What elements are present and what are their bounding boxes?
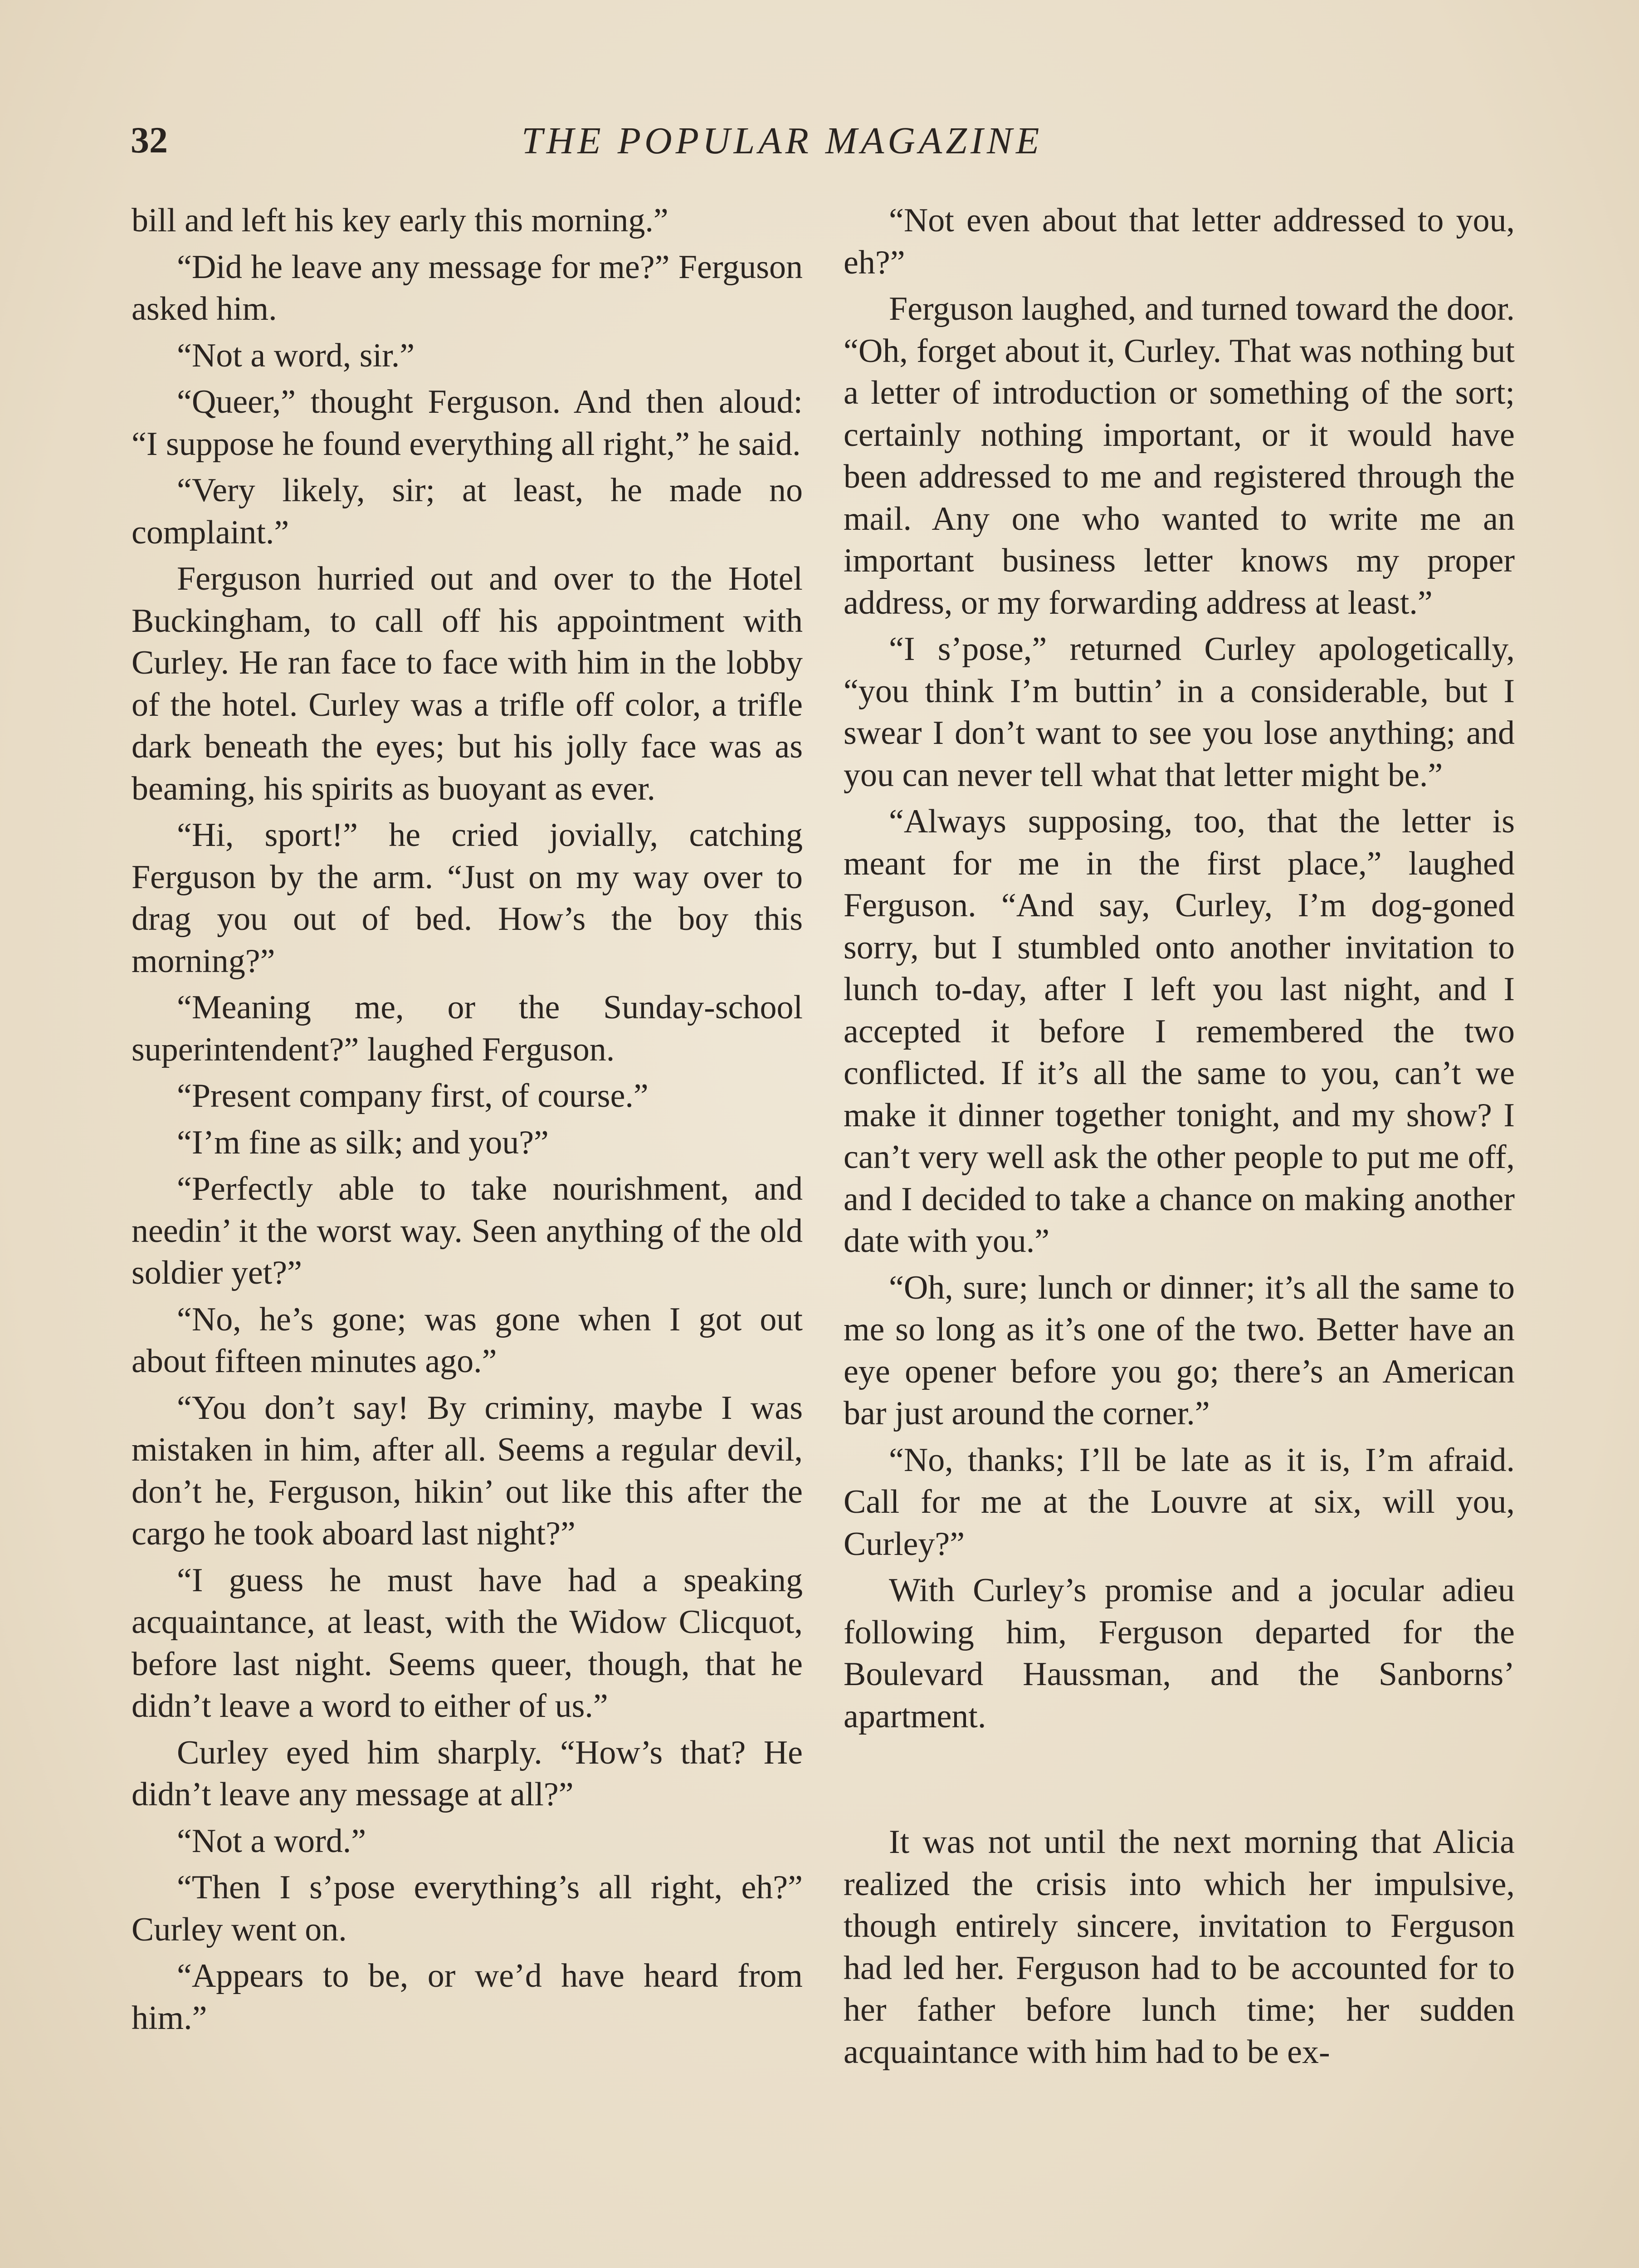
paragraph: It was not until the next morning that Alicia realized the crisis into which her impulsive, though entirely sincere, invitation to Ferguson had led her. Ferguson had to be accounted for to her father before lunch time; her sudden acquaintance with him had to be ex- [844,1823,1515,2071]
paragraph: “Queer,” thought Ferguson. And then aloud: “I suppose he found everything all right,” he said. [132,383,803,463]
page-header [0,119,1639,169]
paragraph: “No, he’s gone; was gone when I got out about fifteen minutes ago.” [132,1300,803,1380]
right-column [844,200,1515,2073]
paragraph: Ferguson hurried out and over to the Hotel Buckingham, to call off his appointment with Curley. He ran face to face with him in the lobby of the hotel. Curley was a trifle off color, a trifle dark beneath the eyes; but his jolly face was as beaming, his spirits as buoyant as ever. [132,560,803,807]
paragraph: Ferguson laughed, and turned toward the door. “Oh, forget about it, Curley. That was nothing but a letter of introduction or something of the sort; certainly nothing important, or it would have been addressed to me and registered through the mail. Any one who wanted to write me an important business letter knows my proper address, or my forwarding address at least.” [844,290,1515,621]
paragraph: “Always supposing, too, that the letter is meant for me in the first place,” laughed Ferguson. “And say, Curley, I’m dog-goned sorry, but I stumbled onto another invitation to lunch to-day, after I left you last night, and I accepted it before I remembered the two conflicted. If it’s all the same to you, can’t we make it dinner together tonight, and my show? I can’t very well ask the other people to put me off, and I decided to take a chance on making another date with you.” [844,803,1515,1260]
paragraph: “No, thanks; I’ll be late as it is, I’m afraid. Call for me at the Louvre at six, will you, Curley?” [844,1441,1515,1563]
page-number: 32 [131,119,168,161]
paragraph: Curley eyed him sharply. “How’s that? He didn’t leave any message at all?” [132,1734,803,1813]
paragraph: “Meaning me, or the Sunday-school superintendent?” laughed Ferguson. [132,989,803,1068]
paragraph: “I s’pose,” returned Curley apologetically, “you think I’m buttin’ in a considerable, but I swear I don’t want to see you lose anything; and you can never tell what that letter might be.” [844,631,1515,794]
magazine-title: THE POPULAR MAGAZINE [522,120,1043,162]
paragraph: “Did he leave any message for me?” Ferguson asked him. [132,248,803,327]
left-column [132,200,803,2039]
paragraph: “Not a word.” [177,1822,366,1860]
paragraph: With Curley’s promise and a jocular adieu following him, Ferguson departed for the Boulevard Haussman, and the Sanborns’ apartment. [844,1572,1515,1735]
paragraph: “I’m fine as silk; and you?” [177,1124,549,1161]
paragraph: “Appears to be, or we’d have heard from him.” [132,1957,803,2037]
paragraph: “Oh, sure; lunch or dinner; it’s all the same to me so long as it’s one of the two. Better have an eye opener before you go; there’s an American bar just around the corner.” [844,1269,1515,1432]
section-break [844,1737,1515,1821]
paragraph: “Hi, sport!” he cried jovially, catching Ferguson by the arm. “Just on my way over to drag you out of bed. How’s the boy this morning?” [132,816,803,980]
paragraph: “I guess he must have had a speaking acquaintance, at least, with the Widow Clicquot, before last night. Seems queer, though, that he didn’t leave a word to either of us.” [132,1561,803,1725]
paragraph: “Perfectly able to take nourishment, and needin’ it the worst way. Seen anything of the old soldier yet?” [132,1170,803,1291]
paragraph: “Then I s’pose everything’s all right, eh?” Curley went on. [132,1869,803,1948]
paragraph: “Not even about that letter addressed to you, eh?” [844,202,1515,281]
paragraph: “Present company first, of course.” [177,1077,649,1114]
paragraph: bill and left his key early this morning.” [132,202,668,239]
paragraph: “Very likely, sir; at least, he made no complaint.” [132,472,803,551]
paragraph: “Not a word, sir.” [177,337,415,374]
paragraph: “You don’t say! By criminy, maybe I was mistaken in him, after all. Seems a regular devil, don’t he, Ferguson, hikin’ out like this after the cargo he took aboard last night?” [132,1389,803,1552]
